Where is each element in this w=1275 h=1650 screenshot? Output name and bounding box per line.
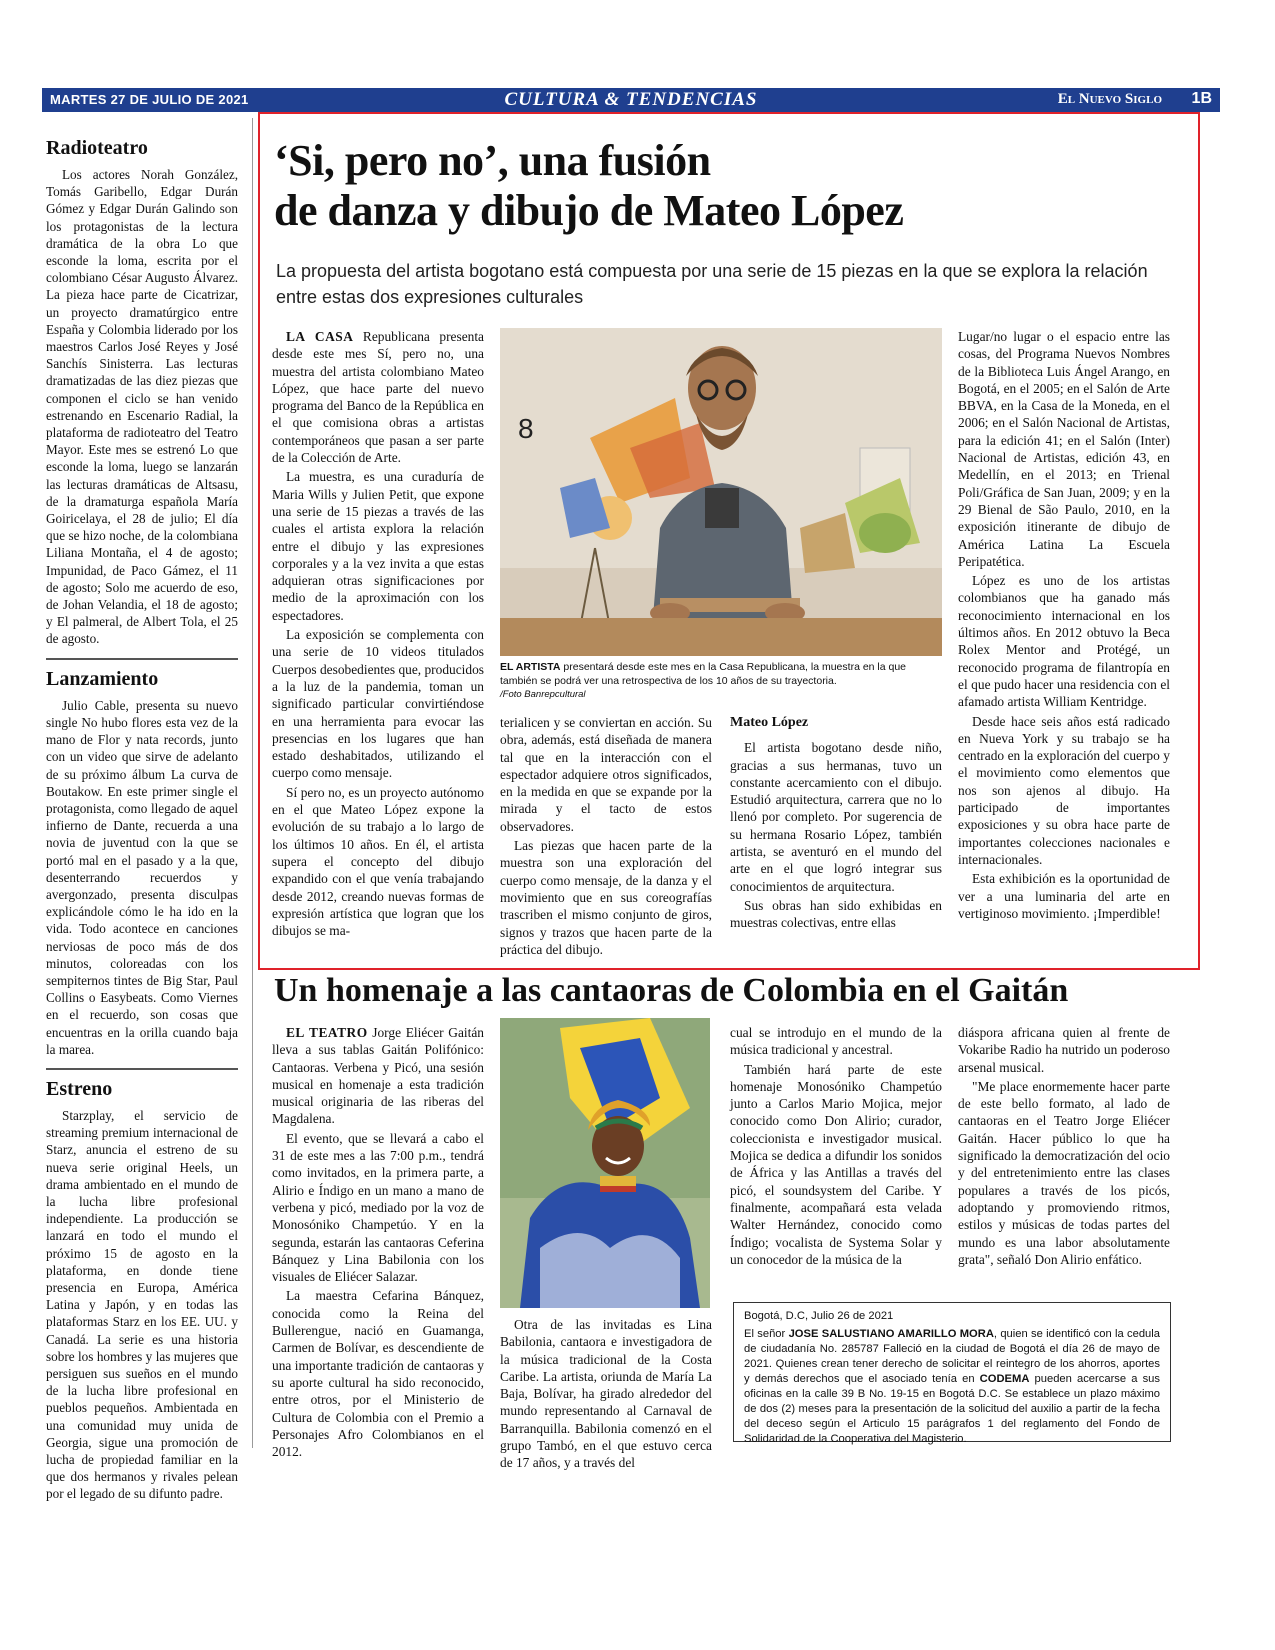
death-notice-box (733, 1302, 1171, 1445)
paragraph: Las piezas que hacen parte de la muestra son una exploración del cuerpo como mensaje, de la danza y el movimiento que en sus coreografías trascriben el mismo conjunto de giros, signos y trazos que hacen parte de la práctica del dibujo. (500, 838, 712, 957)
article-column-3 (730, 710, 942, 934)
cantaora-photo-illustration (500, 1018, 710, 1308)
paragraph: EL TEATRO Jorge Eliécer Gaitán lleva a sus tablas Gaitán Polifónico: Cantaoras. Verbena y Picó, una sesión musical en homenaje a esta tradición musical originaria de las riberas del Magdalena. (272, 1025, 484, 1127)
page-number: 1B (1191, 90, 1212, 107)
paragraph: El artista bogotano desde niño, gracias a sus hermanas, tuvo un constante acercamiento con el dibujo. Estudió arquitectura, carrera que no lo llenó por completo. Por sugerencia de su hermana Rosario López, también artista, se aventuró en el mundo del arte en el que logró integrar sus conocimientos de arquitectura. (730, 740, 942, 894)
paragraph: Desde hace seis años está radicado en Nueva York y su trabajo se ha centrado en la exploración del cuerpo y el movimiento como elementos que nos son ajenos al dibujo. Ha participado de importantes exposiciones y su obra hace parte de importantes colecciones nacionales e internacionales. (958, 713, 1170, 867)
paragraph: Sus obras han sido exhibidas en muestras colectivas, entre ellas (730, 897, 942, 931)
photo-caption (500, 660, 942, 702)
paragraph: LA CASA Republicana presenta desde este mes Sí, pero no, una muestra del artista colombiano Mateo López, que hace parte del nuevo programa del Banco de la República en el que comisiona obras a artistas contemporáneos que pasan a ser parte de la Colección de Arte. (272, 329, 485, 466)
paragraph: terialicen y se conviertan en acción. Su obra, además, está diseñada de manera tal que en la interacción con el espectador adquiere otros significados, en la medida en que se expande por la mirada y el tacto de estos observadores. (500, 715, 712, 834)
paragraph: Sí pero no, es un proyecto autónomo en el que Mateo López expone la evolución de su trabajo a lo largo de los últimos 10 años. En él, el artista supera el concepto del dibujo expandido con el que venía trabajando desde 2012, creando nuevas formas de expresión artística que logran que los dibujos se ma- (272, 784, 484, 939)
paragraph: La maestra Cefarina Bánquez, conocida como la Reina del Bullerengue, nació en Guamanga, Carmen de Bolívar, es descendiente de una importante tradición de cantaoras y su aporte cultural ha sido reconocido, entre otros, por el Ministerio de Cultura de Colombia con el Premio a Personajes Afro Colombianos en el 2012. (272, 1288, 484, 1460)
article-2-column-1 (272, 1024, 484, 1462)
artist-photo-illustration (500, 328, 942, 656)
newspaper-name: El Nuevo Siglo (1057, 91, 1162, 107)
brief-title-estreno: Estreno (46, 1077, 113, 1100)
notice-org: CODEMA (979, 1373, 1030, 1385)
photo-credit: /Foto Banrepcultural (500, 689, 586, 700)
brief-title-radioteatro: Radioteatro (46, 137, 148, 159)
brief-text-radioteatro: Los actores Norah González, Tomás Garibello, Edgar Durán Gómez y Edgar Durán Galindo son los protagonistas de la lectura dramática de la obra Lo que esconde la loma, escrita por el colombiano César Augusto Álvarez. La pieza hace parte de Cicatrizar, un proyecto dramatúrgico entre España y Colombia liderado por los maestros Carlos José Reyes y José Sanchís Sinisterra. Las lecturas dramatizadas de las diez piezas que componen el ciclo se han venido estrenando en Escenario Radial, la plataforma de radioteatro del Teatro Mayor. Este mes se estrenó Lo que esconde la loma, luego se lanzarán las lecturas dramáticas de Altsasu, de la dramaturga española María Goiricelaya, el 28 de julio; El día que se hizo noche, de la colombiana Liliana Montaña, el 4 de agosto; Impunidad, de Paco Gámez, el 11 de agosto; Solo me acuerdo de eso, de Johan Velandia, el 18 de agosto; y El palmeral, de Albert Tola, el 25 de agosto. (46, 167, 238, 647)
lead-word: EL TEATRO (286, 1025, 368, 1040)
issue-date: MARTES 27 DE JULIO DE 2021 (50, 92, 249, 107)
paragraph: Esta exhibición es la oportunidad de ver a una luminaria del arte en vertiginoso movimiento. ¡Imperdible! (958, 871, 1170, 921)
brief-text-estreno: Starzplay, el servicio de streaming premium internacional de Starz, anuncia el estreno de su nueva serie original Heels, un drama ambientado en el mundo de la lucha libre profesional independiente. La producción se lanzará en todo el mundo el próximo 15 de agosto en la plataforma, en donde tiene presencia en Europa, América Latina y Japón, y en todas las plataformas Starz en los EE. UU. y Canadá. La serie es una historia sobre los hombres y las mujeres que persiguen sus sueños en el mundo de la lucha libre profesional en pueblos pequeños. Ambientada en una comunidad muy unida de Georgia, sigue una promoción de lucha de propiedad familiar en la que dos hermanos y rivales pelean por el legado de su difunto padre. (46, 1107, 238, 1502)
paragraph: El evento, que se llevará a cabo el 31 de este mes a las 7:00 p.m., tendrá como invitados, en la primera parte, a Alirio e Índigo en un mano a mano de verbena y picó, mediado por la voz de Monosóniko Champetúo. Y en la segunda, estarán las cantaoras Ceferina Bánquez y Lina Babilonia con los visuales de Eliécer Salazar. (272, 1130, 484, 1285)
paragraph: cual se introdujo en el mundo de la música tradicional y ancestral. (730, 1025, 942, 1058)
paragraph: López es uno de los artistas colombianos que ha ganado más reconocimiento internacional en los últimos años. En 2012 obtuvo la Beca Rolex Mentor and Protégé, un reconocido programa de filantropía en el que pudo hacer una residencia con el afamado artista William Kentridge. (958, 573, 1170, 710)
caption-text: presentará desde este mes en la Casa Republicana, la muestra en la que también se podrá ver una retrospectiva de los 10 años de su trayectoria. (500, 661, 907, 687)
paragraph: "Me place enormemente hacer parte de este bello formato, al lado de cantaoras en el Teatro Jorge Eliécer Gaitán. Hacer público lo que ha significado la democratización del ocio y del entretenimiento entre las clases populares a través de los picós, adoptando y promoviendo ritmos, estilos y músicas de todas partes del mundo es una labor absolutamente grata", señaló Don Alirio enfático. (958, 1078, 1170, 1267)
article-column-1 (272, 328, 484, 941)
artist-photo (500, 328, 942, 656)
svg-text:8: 8 (518, 413, 534, 444)
notice-text: El señor JOSE SALUSTIANO AMARILLO MORA, quien se identificó con la cedula de ciudadanía No. 285787 Falleció en la ciudad de Bogotá el día 26 de mayo de 2021. Quienes crean tener derecho de solicitar el reintegro de los ahorros, aportes y demás derechos que el asociado tenía en CODEMA pueden acercarse a sus oficinas en la calle 39 B No. 19-15 en Bogotá D.C. Se establece un plazo máximo de dos (2) meses para la presentación de la solicitud del auxilio a partir de la fecha del deceso según el Articulo 15 parágrafos 1 del reglamento del Fondo de Solidaridad de la Cooperativa del Magisterio. (744, 1328, 1160, 1445)
notice-date: Bogotá, D.C, Julio 26 de 2021 (744, 1310, 894, 1322)
headline-line-1: ‘Si, pero no’, una fusión (274, 136, 711, 185)
brief-title-lanzamiento: Lanzamiento (46, 667, 159, 690)
cantaora-photo (500, 1018, 710, 1308)
article-2-column-4 (958, 1024, 1170, 1270)
paragraph: diáspora africana quien al frente de Vokaribe Radio ha nutrido un poderoso arsenal musical. (958, 1025, 1170, 1075)
article-column-4 (958, 328, 1170, 924)
caption-lead: EL ARTISTA (500, 661, 561, 673)
brief-divider (46, 1068, 238, 1070)
article-deck: La propuesta del artista bogotano está compuesta por una serie de 15 piezas en la que se explora la relación entre estas dos expresiones culturales (276, 261, 1148, 307)
section-header-band (42, 88, 1220, 112)
article-2-headline: Un homenaje a las cantaoras de Colombia en el Gaitán (274, 972, 1069, 1009)
paragraph: Otra de las invitadas es Lina Babilonia, cantaora e investigadora de la música tradicional de la Costa Caribe. La artista, oriunda de María La Baja, Bolívar, ha girado alrededor del mundo representando al Carnaval de Barranquilla. Babilonia comenzó en el grupo Tambó, en el que estuvo cerca de 17 años, y a través del (500, 1317, 712, 1471)
section-title: CULTURA & TENDENCIAS (504, 89, 758, 110)
paragraph: También hará parte de este homenaje Monosóniko Champetúo junto a Carlos Mario Mojica, mejor conocido como Don Alirio; curador, coleccionista e investigador musical. Mojica se dedica a difundir los sonidos de África y las Antillas a través del picó, el soundsystem del Caribe. Y finalmente, acompañará esta velada Walter Hernández, conocido como Índigo; vocalista de Systema Solar y un conocedor de la música de la (730, 1061, 942, 1267)
headline-line-2: de danza y dibujo de Mateo López (274, 186, 904, 235)
brief-divider (46, 658, 238, 660)
sidebar-briefs (46, 137, 238, 1503)
article-column-2 (500, 714, 712, 960)
paragraph: Lugar/no lugar o el espacio entre las cosas, del Programa Nuevos Nombres de la Biblioteca Luis Ángel Arango, en Bogotá, en el 2005; en el Salón de Arte BBVA, en la Casa de la Moneda, en el 2006; en el Salón Nacional de Artistas, para la edición 41; en el Salón (Inter) Nacional de Artistas, edición 43, en Medellín, en el 2013; en Trienal Poli/Gráfica de San Juan, 2009; y en la 29 Bienal de São Paulo, 2010, en la exposición itinerante de dibujo de América Latina La Escuela Peripatética. (958, 329, 1170, 569)
lead-word: LA CASA (286, 329, 354, 344)
brief-text-lanzamiento: Julio Cable, presenta su nuevo single No hubo flores esta vez de la mano de Flor y nata records, junto con un video que sirve de adelanto de su próximo álbum La curva de Boutakow. En este primer single el protagonista, como llegado de aquel infierno de Dante, recuerda a una novia de juventud con la que se portó mal en el pasado y a la que, desenterrando recuerdos y avergonzado, presenta disculpas explicándole cómo le ha ido en la vida. Todo acontece en canciones nerviosas de poco más de dos minutos, coloreadas con los sempiternos tintes de Big Star, Paul Collins o Easybeats. Como Viernes en el recuerdo, son cosas que encuentras en la orilla cuando baja la marea. (46, 697, 238, 1057)
article-2-column-2 (500, 1316, 712, 1474)
column-divider (252, 118, 253, 1448)
notice-name: JOSE SALUSTIANO AMARILLO MORA (788, 1328, 994, 1340)
article-headline (274, 136, 1174, 236)
paragraph: La exposición se complementa con una serie de 10 videos titulados Cuerpos desobedientes que, producidos a la luz de la pandemia, toman un significado particular convirtiéndose en una herramienta para evocar las presencias en los lugares que han estado deshabitados, utilizando el cuerpo como mensaje. (272, 627, 484, 781)
article-2-column-3 (730, 1024, 942, 1270)
subheading: Mateo López (730, 715, 809, 730)
paragraph: La muestra, es una curaduría de Maria Wills y Julien Petit, que expone una serie de 15 piezas a través de las cuales el artista explora la relación entre el dibujo y las expresiones corporales y a la vez invita a que estas adquieran otras significaciones por medio de la aproximación con los espectadores. (272, 469, 484, 623)
